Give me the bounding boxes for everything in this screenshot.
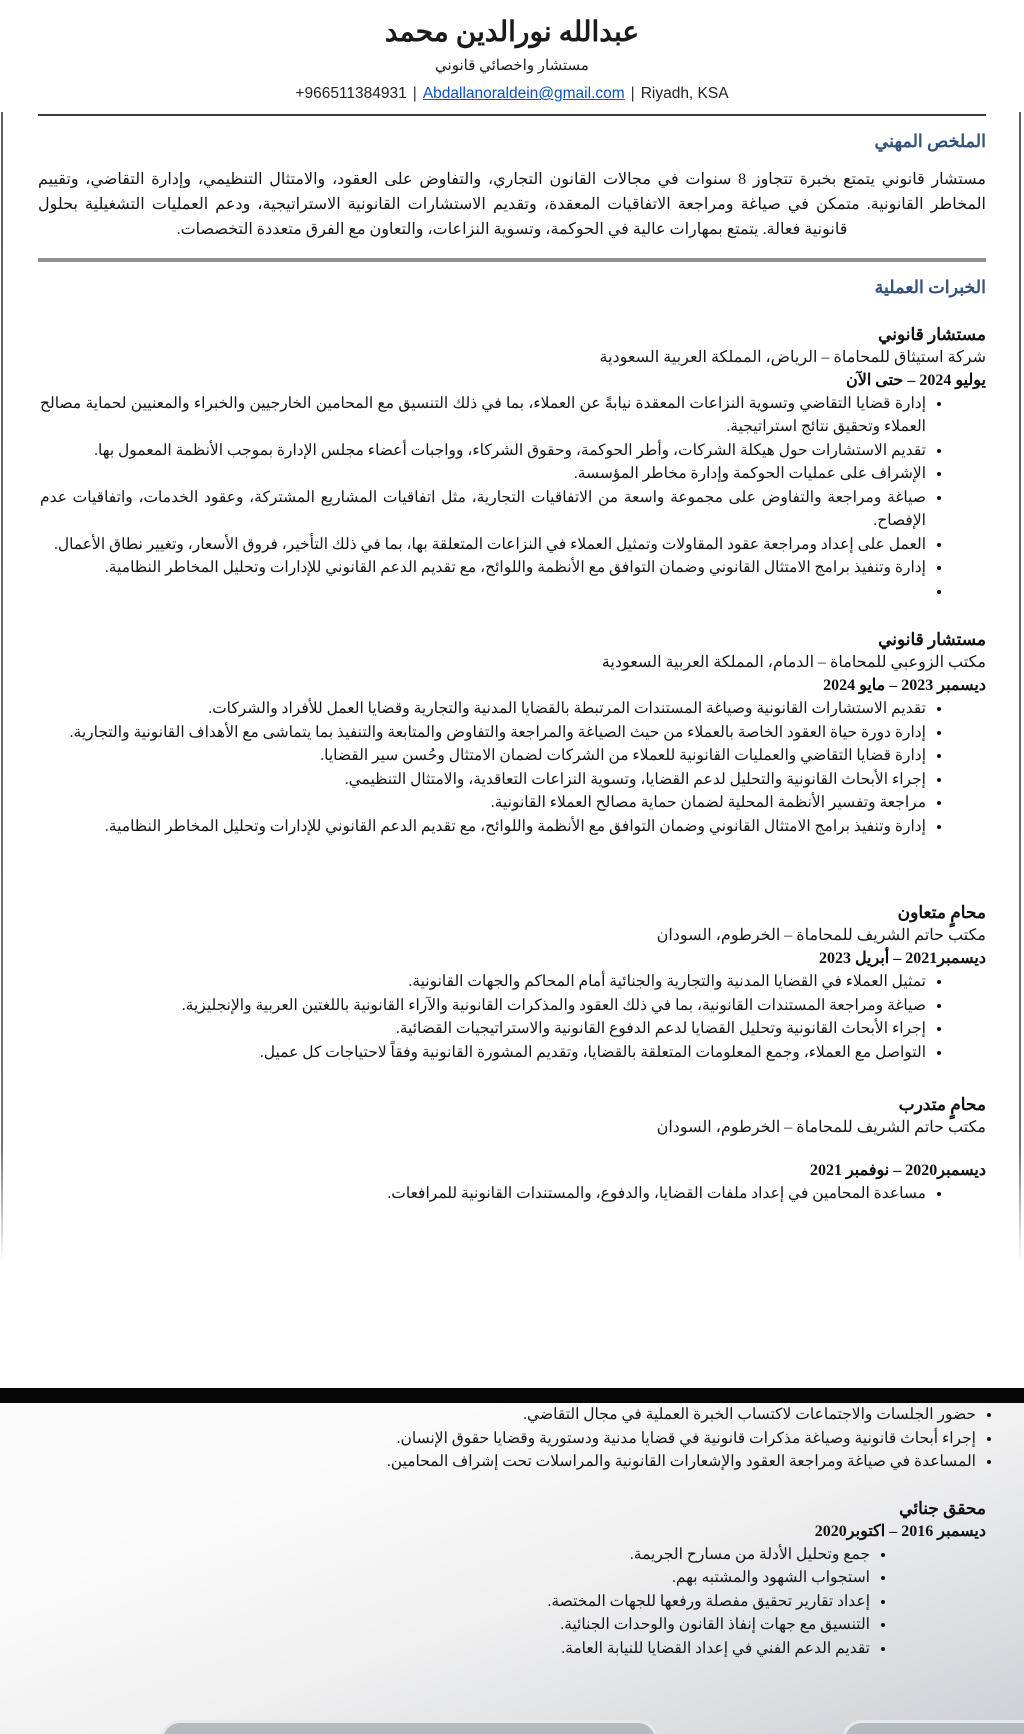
bullet-item: • المساعدة في صياغة ومراجعة العقود والإشعارات القانونية والمراسلات تحت إشراف المحامين. xyxy=(38,1450,976,1474)
job-bullet-list xyxy=(38,1182,986,1206)
bullet-item: • العمل على إعداد ومراجعة عقود المقاولات وتمثيل العملاء في النزاعات المتعلقة بها، بما في ذلك التأخير، فروق الأسعار، وتغيير نطاق الأعمال. xyxy=(38,533,926,557)
job-title: محامٍ متدرب xyxy=(898,1095,986,1114)
header-divider xyxy=(38,114,986,116)
bullet-item: • جمع وتحليل الأدلة من مسارح الجريمة. xyxy=(38,1543,870,1567)
bullet-item: • إدارة قضايا التقاضي وتسوية النزاعات المعقدة نيابةً عن العملاء، بما في ذلك التنسيق مع المحامين الخارجيين والخبراء والمعنيين لحماية مصالح العملاء وتحقيق نتائج استراتيجية. xyxy=(38,392,926,439)
bullet-item: • مساعدة المحامين في إعداد ملفات القضايا، والدفوع، والمستندات القانونية للمرافعات. xyxy=(38,1182,926,1206)
job-dates: ديسمبر2020 – نوفمبر 2021 xyxy=(809,1162,986,1179)
job-bullet-list xyxy=(38,697,986,838)
job-title: مستشار قانوني xyxy=(878,630,986,649)
bullet-item: • إجراء الأبحاث القانونية وتحليل القضايا لدعم الدفوع القانونية والاستراتيجيات القضائية. xyxy=(38,1017,926,1041)
job-company: شركة استيثاق للمحاماة – الرياض، المملكة العربية السعودية xyxy=(599,348,986,366)
bottom-rounded-button-left[interactable] xyxy=(160,1720,658,1734)
job-company: مكتب حاتم الشريف للمحاماة – الخرطوم، السودان xyxy=(656,1119,986,1136)
job-title: مستشار قانوني xyxy=(878,324,986,344)
cv-header xyxy=(38,14,986,106)
bullet-item: • استجواب الشهود والمشتبه بهم. xyxy=(38,1566,870,1590)
separator: | xyxy=(412,85,417,102)
bullet-item-empty xyxy=(38,580,926,604)
phone-number: +966511384931 xyxy=(295,85,407,102)
bottom-rounded-button-right[interactable] xyxy=(842,1720,1024,1734)
separator: | xyxy=(630,85,635,102)
email-link[interactable]: Abdallanoraldein@gmail.com xyxy=(422,85,625,102)
job-title: محامٍ متعاون xyxy=(897,903,986,922)
job-title: محقق جنائي xyxy=(899,1498,986,1518)
job-dates: ديسمبر2021 – أبريل 2023 xyxy=(818,950,986,967)
experience-section-heading: الخبرات العملية xyxy=(874,276,986,297)
bullet-item: • حضور الجلسات والاجتماعات لاكتساب الخبرة العملية في مجال التقاضي. xyxy=(38,1403,976,1427)
job-bullet-list-continued xyxy=(38,1403,986,1474)
bullet-item: • إدارة وتنفيذ برامج الامتثال القانوني وضمان التوافق مع الأنظمة واللوائح، مع تقديم الدعم القانوني للإدارات وتحليل المخاطر النظامية. xyxy=(38,556,926,580)
summary-section-heading: الملخص المهني xyxy=(874,131,986,151)
photo-edge-left xyxy=(1,112,3,1262)
location-text: Riyadh, KSA xyxy=(640,85,729,102)
bullet-item: • التنسيق مع جهات إنفاذ القانون والوحدات الجنائية. xyxy=(38,1613,870,1637)
bullet-item: • التواصل مع العملاء، وجمع المعلومات المتعلقة بالقضايا، وتقديم المشورة القانونية وفقاً لاحتياجات كل عميل. xyxy=(38,1041,926,1065)
summary-text: مستشار قانوني يتمتع بخبرة تتجاوز 8 سنوات في مجالات القانون التجاري، والتفاوض على العقود، والامتثال التنظيمي، وإدارة التقاضي، وتقييم المخاطر القانونية. متمكن في صياغة ومراجعة الاتفاقيات المعقدة، وتقديم الاستشارات القانونية الاستراتيجية، ودعم العمليات التشغيلية بحلول قانونية فعالة. يتمتع بمهارات عالية في الحوكمة، وتسوية النزاعات، والتعاون مع الفرق متعددة التخصصات. xyxy=(38,171,986,238)
job-dates: ديسمبر 2016 – اكتوبر2020 xyxy=(814,1522,986,1540)
candidate-job-title: مستشار واخصائي قانوني xyxy=(435,58,589,74)
bullet-item: • تقديم الاستشارات القانونية وصياغة المستندات المرتبطة بالقضايا المدنية والتجارية وقضايا العمل للأفراد والشركات. xyxy=(38,697,926,721)
bullet-item: • صياغة ومراجعة والتفاوض على مجموعة واسعة من الاتفاقيات التجارية، مثل اتفاقيات المشاريع المشتركة، وعقود الخدمات، واتفاقيات عدم الإفصاح. xyxy=(38,486,926,533)
job-bullet-list xyxy=(38,392,986,604)
bullet-item: • إجراء أبحاث قانونية وصياغة مذكرات قانونية في قضايا مدنية ودستورية وقضايا حقوق الإنسان. xyxy=(38,1427,976,1451)
bullet-item: • تقديم الدعم الفني في إعداد القضايا للنيابة العامة. xyxy=(38,1637,870,1661)
job-entry xyxy=(38,1498,986,1661)
bullet-item: • الإشراف على عمليات الحوكمة وإدارة مخاطر المؤسسة. xyxy=(38,462,926,486)
bullet-item: • تمثيل العملاء في القضايا المدنية والتجارية والجنائية أمام المحاكم والجهات القانونية. xyxy=(38,970,926,994)
job-company: مكتب حاتم الشريف للمحاماة – الخرطوم، السودان xyxy=(656,927,986,944)
bullet-item: • إدارة قضايا التقاضي والعمليات القانونية للعملاء من الشركات لضمان الامتثال وحُسن سير القضايا. xyxy=(38,744,926,768)
cv-page-2 xyxy=(0,1403,1024,1734)
page-break-band xyxy=(0,1388,1024,1403)
job-entry xyxy=(38,1094,986,1206)
contact-line xyxy=(38,82,986,106)
bullet-item: • مراجعة وتفسير الأنظمة المحلية لضمان حماية مصالح العملاء القانونية. xyxy=(38,791,926,815)
section-divider xyxy=(38,258,986,262)
job-dates: يوليو 2024 – حتى الآن xyxy=(845,371,986,389)
photo-edge-right xyxy=(1019,112,1021,1262)
bullet-item: • صياغة ومراجعة المستندات القانونية، بما في ذلك العقود والمذكرات القانونية والآراء القانونية باللغتين العربية والإنجليزية. xyxy=(38,994,926,1018)
job-entry xyxy=(38,629,986,838)
bullet-item: • تقديم الاستشارات حول هيكلة الشركات، وأطر الحوكمة، وحقوق الشركاء، وواجبات أعضاء مجلس الإدارة بموجب الأنظمة المعمول بها. xyxy=(38,439,926,463)
job-dates: ديسمبر 2023 – مايو 2024 xyxy=(823,677,986,694)
job-bullet-list xyxy=(38,970,986,1064)
bullet-item: • إعداد تقارير تحقيق مفصلة ورفعها للجهات المختصة. xyxy=(38,1590,870,1614)
job-bullet-list xyxy=(38,1543,986,1661)
bullet-item: • إجراء الأبحاث القانونية والتحليل لدعم القضايا، وتسوية النزاعات التعاقدية، والامتثال التنظيمي. xyxy=(38,768,926,792)
job-company: مكتب الزوعبي للمحاماة – الدمام، المملكة العربية السعودية xyxy=(601,654,986,671)
bullet-item: • إدارة دورة حياة العقود الخاصة بالعملاء من حيث الصياغة والمراجعة والتفاوض والمتابعة والتنفيذ بما يتماشى مع الأهداف القانونية والتجارية. xyxy=(38,721,926,745)
bullet-item: • إدارة وتنفيذ برامج الامتثال القانوني وضمان التوافق مع الأنظمة واللوائح، مع تقديم الدعم القانوني للإدارات وتحليل المخاطر النظامية. xyxy=(38,815,926,839)
job-entry xyxy=(38,902,986,1064)
job-entry xyxy=(38,324,986,604)
candidate-name: عبدالله نورالدين محمد xyxy=(384,17,640,48)
